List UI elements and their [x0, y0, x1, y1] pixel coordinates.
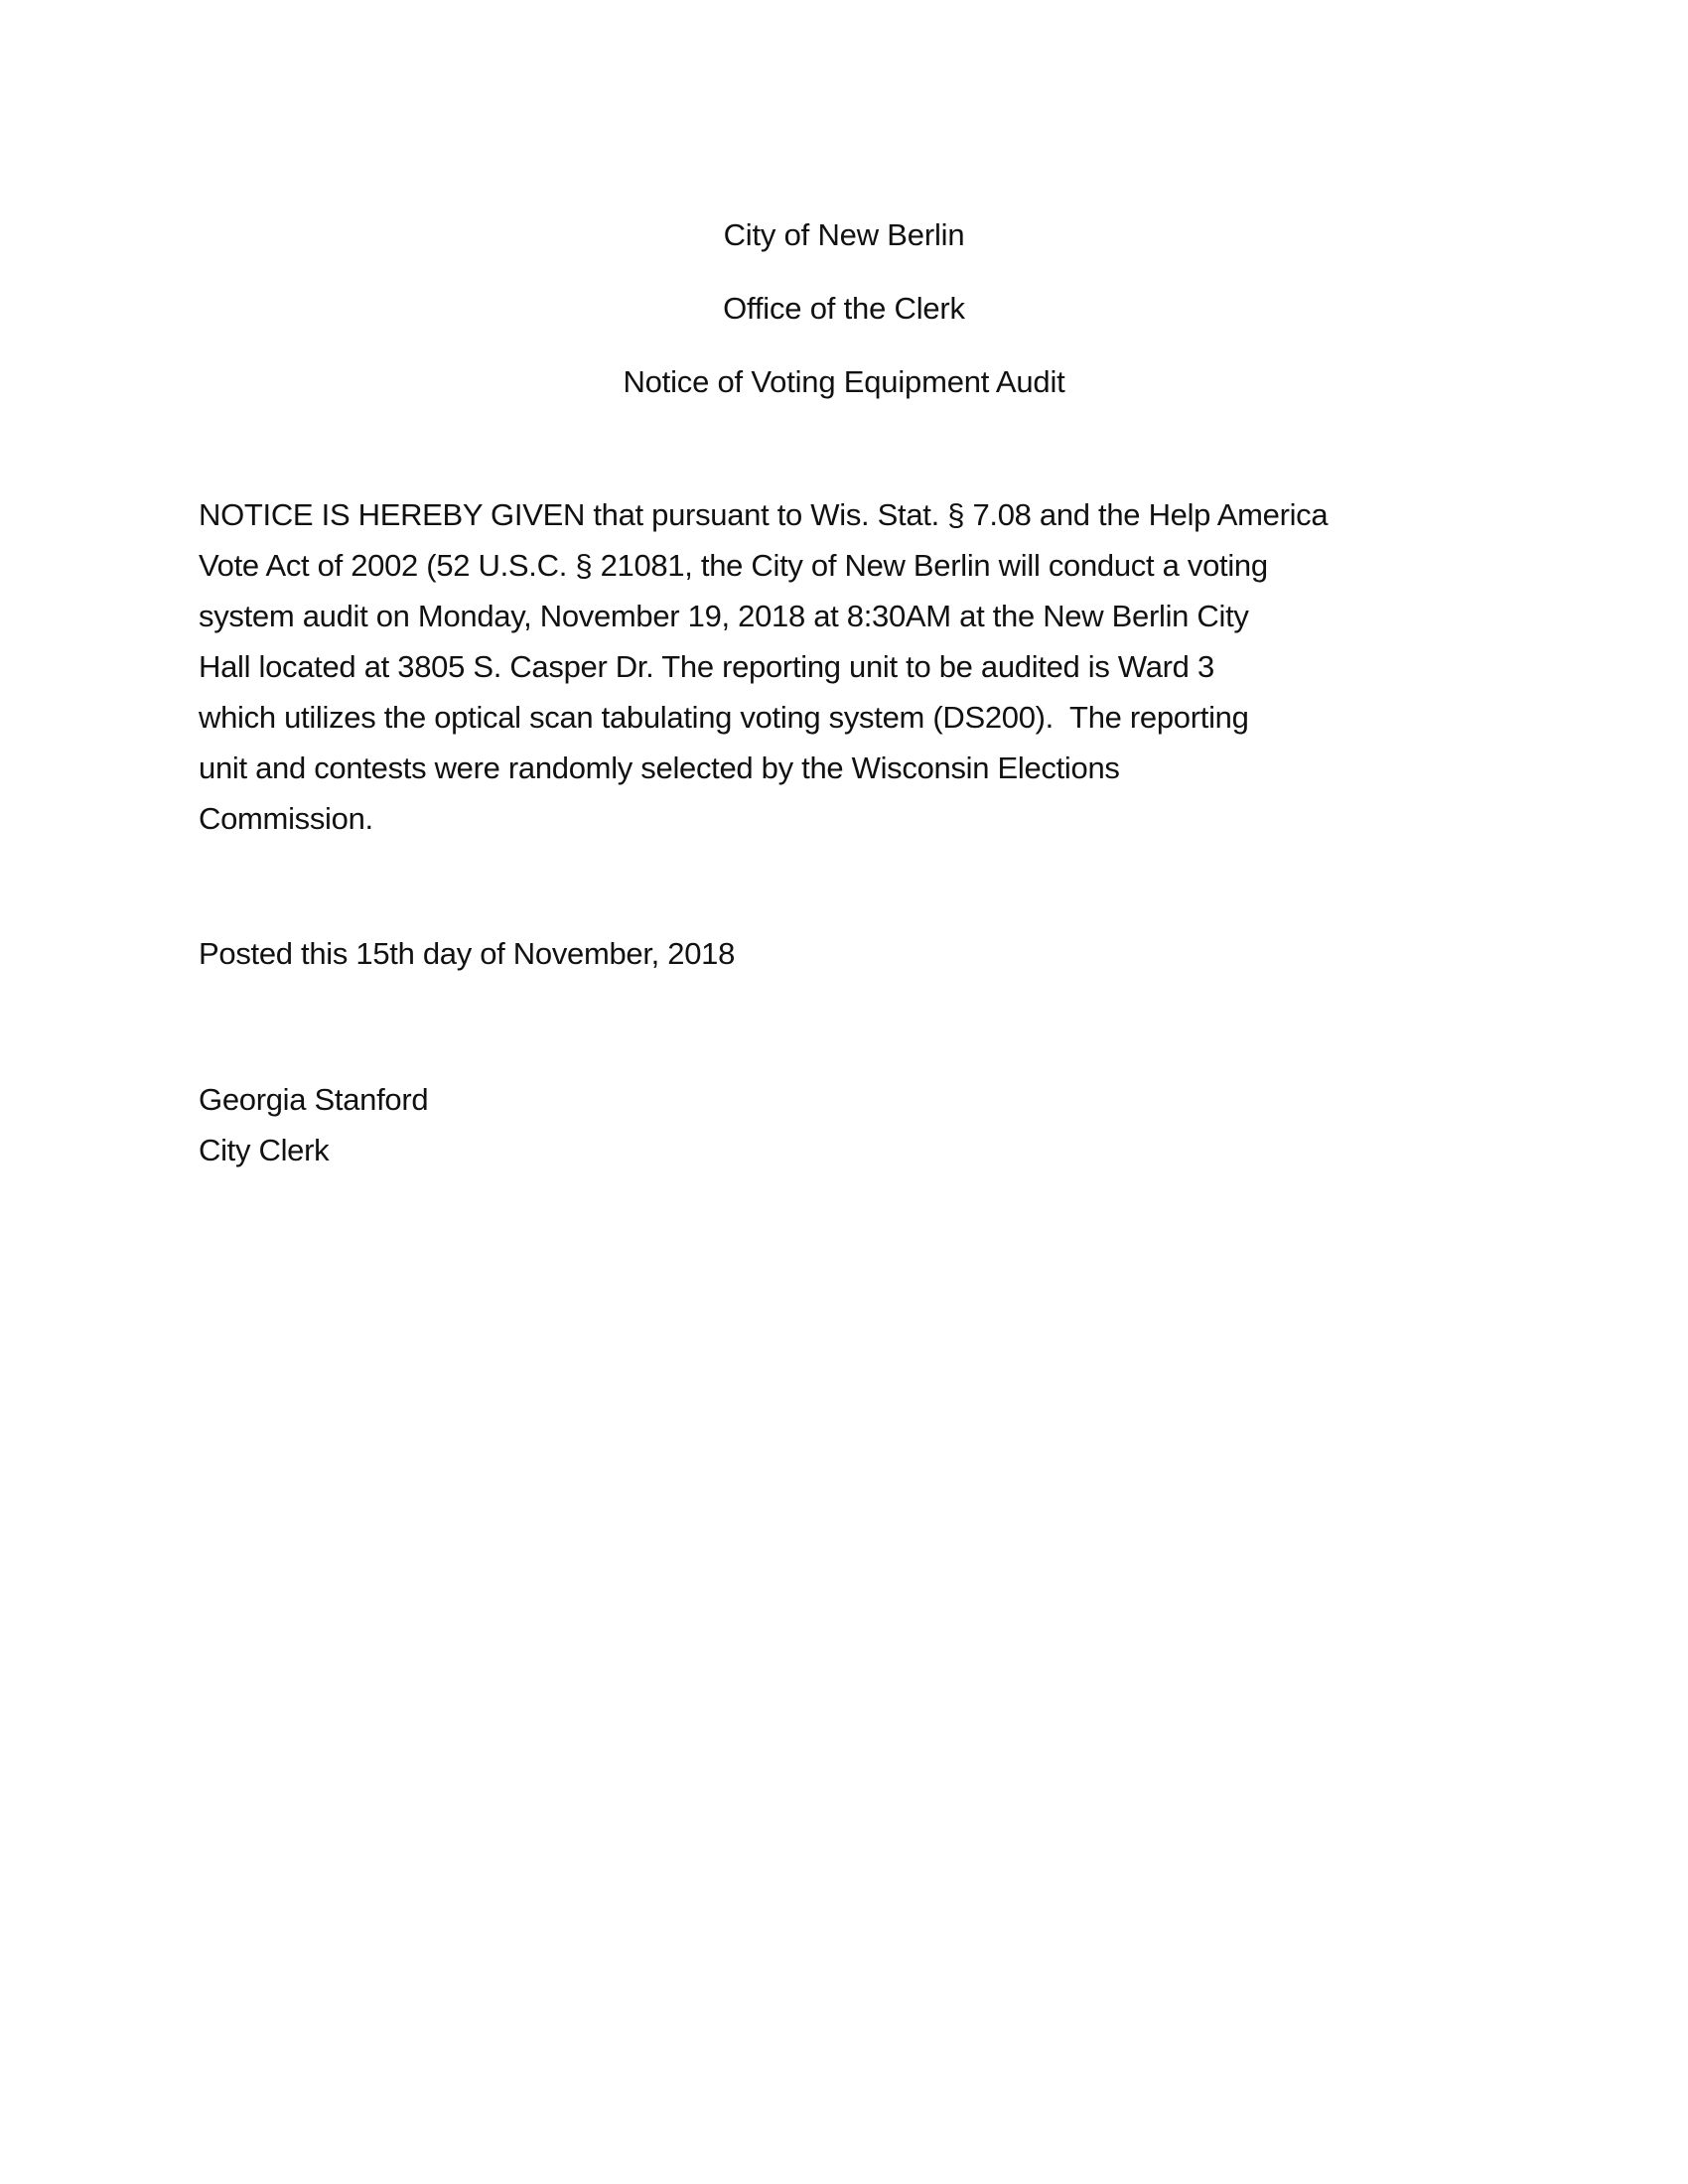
notice-line: unit and contests were randomly selected by the Wisconsin Elections — [199, 751, 1120, 785]
notice-line: Hall located at 3805 S. Casper Dr. The reporting unit to be audited is Ward 3 — [199, 649, 1214, 684]
document-title: Notice of Voting Equipment Audit — [623, 364, 1065, 399]
notice-paragraph — [199, 489, 1489, 844]
office-name: Office of the Clerk — [723, 291, 965, 326]
signer-name: Georgia Stanford — [199, 1082, 429, 1117]
notice-line: which utilizes the optical scan tabulating voting system (DS200). The reporting — [199, 700, 1249, 735]
notice-line: Commission. — [199, 801, 373, 836]
signature-block — [199, 1074, 428, 1175]
document-header — [0, 199, 1688, 419]
notice-line: Vote Act of 2002 (52 U.S.C. § 21081, the City of New Berlin will conduct a voting — [199, 548, 1268, 583]
posted-date: Posted this 15th day of November, 2018 — [199, 936, 736, 971]
notice-line: NOTICE IS HEREBY GIVEN that pursuant to Wis. Stat. § 7.08 and the Help America — [199, 497, 1329, 532]
notice-line: system audit on Monday, November 19, 2018 at 8:30AM at the New Berlin City — [199, 599, 1249, 633]
organization-name: City of New Berlin — [723, 217, 965, 252]
signer-role: City Clerk — [199, 1133, 330, 1167]
